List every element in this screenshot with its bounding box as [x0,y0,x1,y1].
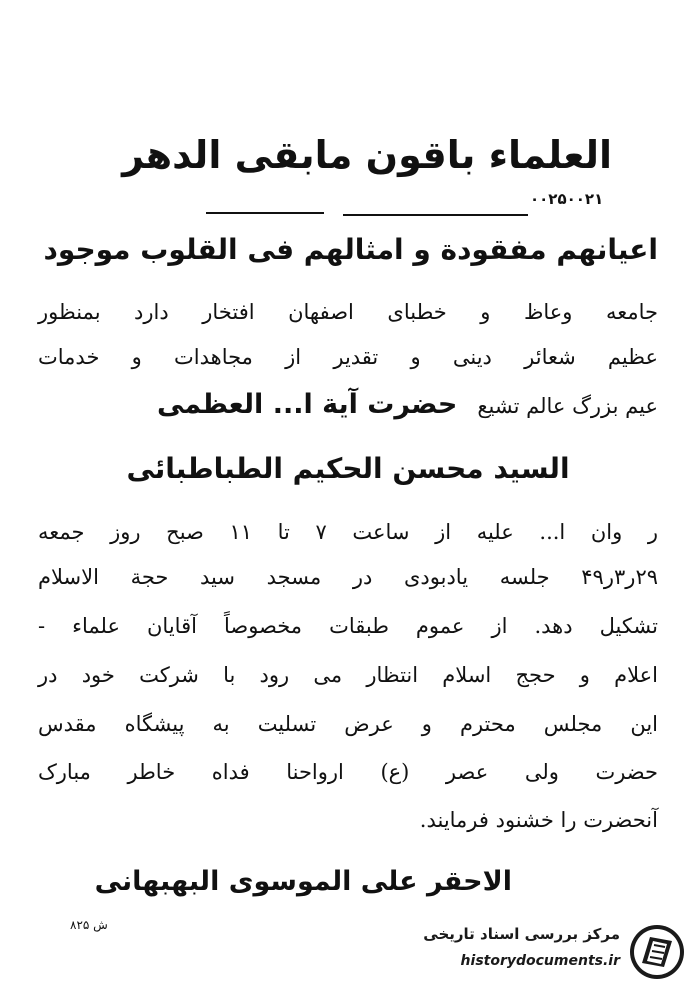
paragraph-2-line-6: حضرت ولی عصر (ع) ارواحنا فداه خاطر مبارک [38,760,658,784]
watermark [400,919,690,985]
signature: الاحقر علی الموسوی البهبهانی [94,866,512,897]
paragraph-2-line-5: این مجلس محترم و عرض تسلیت به پیشگاه مقدس [38,712,658,736]
subheadline: اعیانهم مفقودة و امثالهم فی القلوب موجود [43,233,658,266]
title-honorific: حضرت آیة ا... العظمی [156,389,458,420]
watermark-url: historydocuments.ir [460,953,620,969]
document-number: ۰۰۲۵۰۰۲۱ [530,190,604,208]
paragraph-1-line-2: عظیم شعائر دینی و تقدیر از مجاهدات و خدمات [38,345,658,369]
paragraph-1-line-1: جامعه وعاظ و خطبای اصفهان افتخار دارد بمنظور [38,300,658,324]
reference-number: ش ۸۲۵ [70,918,108,932]
watermark-org-name: مرکز بررسی اسناد تاریخی [423,925,620,943]
divider-rule-right [343,214,528,216]
paragraph-2-line-7: آنحضرت را خشنود فرمایند. [419,808,658,832]
divider-rule-left [206,212,324,214]
paragraph-2-line-1: ر وان ا... علیه از ساعت ۷ تا ۱۱ صبح روز جمعه [38,520,659,544]
paragraph-2-line-3: تشکیل دهد. از عموم طبقات مخصوصاً آقایان علماء - [38,614,658,638]
paragraph-1-lead: عیم بزرگ عالم تشیع [477,394,658,418]
honoree-name: السید محسن الحکیم الطباطبائی [126,452,570,485]
paragraph-2-line-4: اعلام و حجج اسلام انتظار می رود با شرکت خود در [38,663,658,687]
headline: العلماء باقون مابقی الدهر [122,133,612,177]
document-archive-logo-icon [628,923,686,981]
honorific-line [38,382,658,429]
paragraph-2-line-2: ۲۹ر۳ر۴۹ جلسه یادبودی در مسجد سید حجة الاسلام [38,565,658,589]
